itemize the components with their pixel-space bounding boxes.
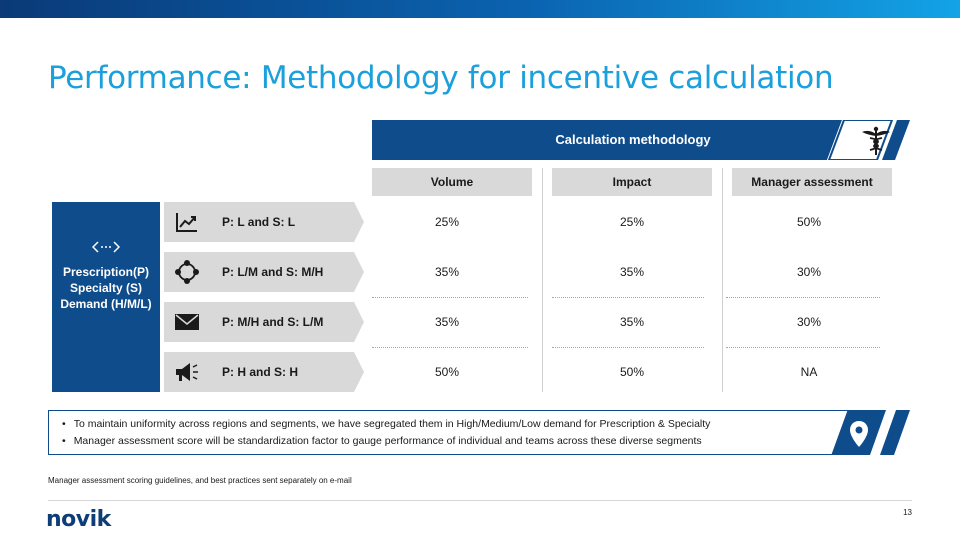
manager-value: 50% [796,215,822,229]
row-label-chip [164,252,364,292]
network-circle-icon [174,259,200,285]
column-header-impact: Impact [552,168,712,196]
footer-divider [48,500,912,501]
column-header-volume: Volume [372,168,532,196]
row-divider [726,297,880,298]
note-item: • To maintain uniformity across regions and segments, we have segregated them in High/Medium/Low demand for Prescription & Specialty [62,416,710,433]
top-gradient-bar [0,0,960,18]
row-label-chip [164,202,364,242]
trend-up-icon [174,209,200,235]
location-pin-icon [848,420,870,448]
row-divider [552,297,704,298]
volume-value: 50% [434,365,460,379]
segment-label: Prescription(P) Specialty (S) Demand (H/M/L) [60,265,152,311]
novik-logo [44,506,120,530]
manager-value: 30% [796,265,822,279]
row-label-chip [164,302,364,342]
row-label-chip [164,352,364,392]
impact-value: 35% [619,265,645,279]
column-header-manager-assessment: Manager assessment [732,168,892,196]
segment-panel [52,202,160,392]
row-divider [726,347,880,348]
impact-value: 50% [619,365,645,379]
row-label: P: H and S: H [222,365,299,379]
calc-header-label: Calculation methodology [555,132,711,147]
note-item: • Manager assessment score will be standardization factor to gauge performance of individual and teams across these diverse segments [62,433,710,450]
manager-value: 30% [796,315,822,329]
column-separator [542,168,543,392]
volume-value: 35% [434,315,460,329]
calc-methodology-header [372,120,910,160]
envelope-icon [174,309,200,335]
row-label: P: L/M and S: M/H [222,265,324,279]
impact-value: 25% [619,215,645,229]
volume-value: 25% [434,215,460,229]
row-divider [372,347,528,348]
impact-value: 35% [619,315,645,329]
caduceus-icon [856,125,896,157]
row-divider [372,297,528,298]
expand-arrows-icon [92,240,120,254]
svg-text:novik: novik [46,507,111,530]
volume-value: 35% [434,265,460,279]
row-divider [552,347,704,348]
row-label: P: M/H and S: L/M [222,315,324,329]
page-number: 13 [903,508,912,517]
notes-list [62,416,710,450]
column-separator [722,168,723,392]
row-label: P: L and S: L [222,215,296,229]
page-title: Performance: Methodology for incentive calculation [48,60,834,96]
megaphone-icon [174,359,200,385]
manager-value: NA [800,365,818,379]
footnote: Manager assessment scoring guidelines, and best practices sent separately on e-mail [48,476,352,485]
